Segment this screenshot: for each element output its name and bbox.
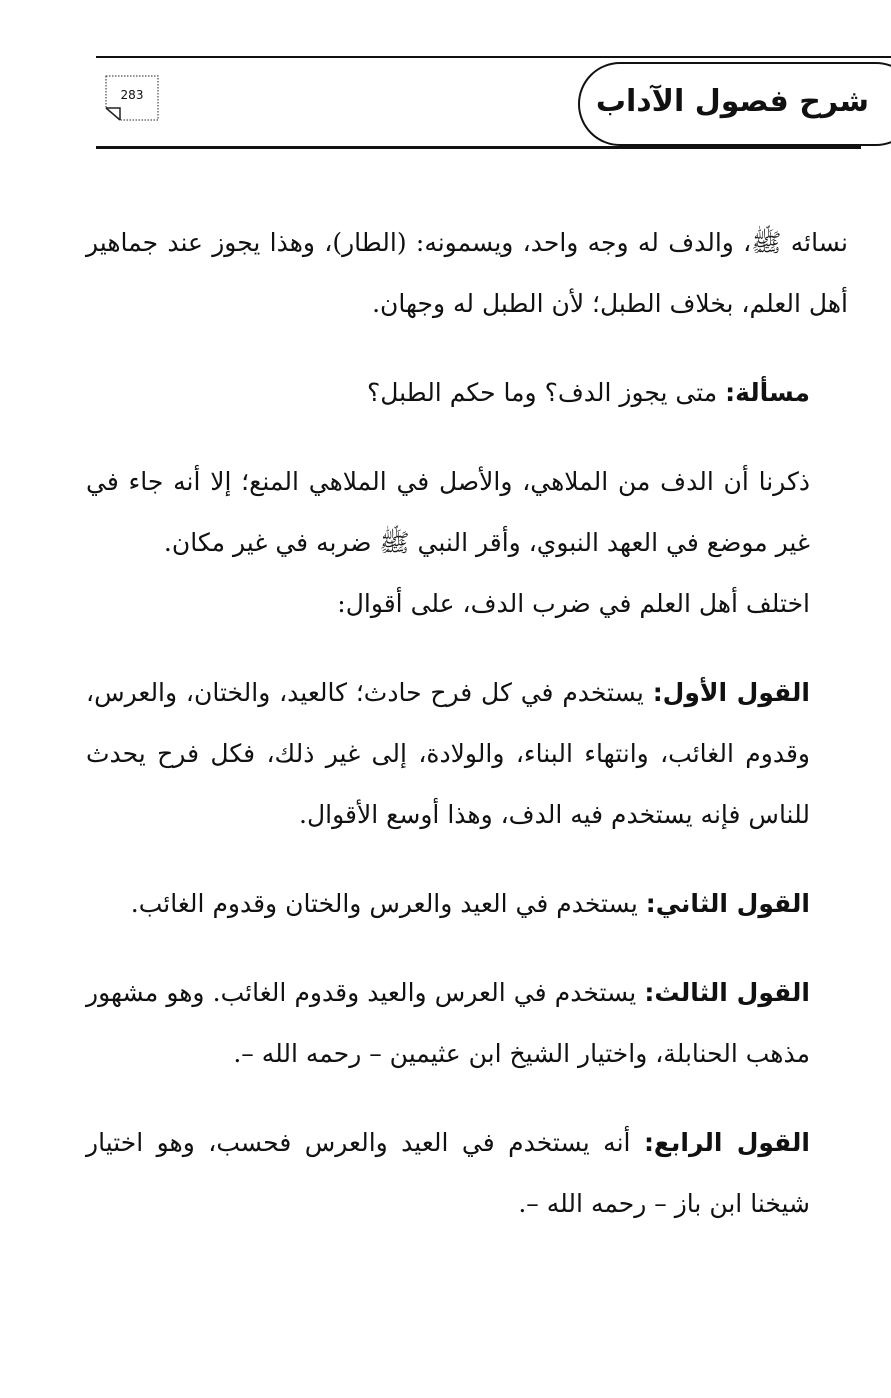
page-number-frame [104,74,160,122]
opinion-first-text: يستخدم في كل فرح حادث؛ كالعيد، والختان، والعرس، وقدوم الغائب، وانتهاء البناء، والولادة، إلى غير ذلك، فكل فرح يحدث للناس فإنه يستخدم فيه الدف، وهذا أوسع الأقوال. [86,678,810,829]
header-bottom-rule [96,146,861,149]
question-label: مسألة: [725,378,810,407]
book-title: شرح فصول الآداب [595,84,869,119]
paragraph-malahi: ذكرنا أن الدف من الملاهي، والأصل في الملاهي المنع؛ إلا أنه جاء في غير موضع في العهد النبوي، وأقر النبي ﷺ ضربه في غير مكان. [86,467,810,557]
opinion-second-text: يستخدم في العيد والعرس والختان وقدوم الغائب. [130,889,646,918]
opinion-fourth [86,1112,848,1234]
paragraph-intro: نسائه ﷺ، والدف له وجه واحد، ويسمونه: (الطار)، وهذا يجوز عند جماهير أهل العلم، بخلاف الطبل؛ لأن الطبل له وجهان. [86,228,848,318]
question-paragraph [86,362,848,423]
opinion-fourth-text: أنه يستخدم في العيد والعرس فحسب، وهو اختيار شيخنا ابن باز – رحمه الله –. [86,1128,810,1218]
header-top-rule [96,56,891,58]
opinion-second-label: القول الثاني: [645,889,810,918]
page-body [86,212,848,1234]
page-number: 283 [120,88,144,102]
opinion-first-label: القول الأول: [652,678,810,707]
paragraph-ikhtilaf: اختلف أهل العلم في ضرب الدف، على أقوال: [337,589,810,618]
opinion-third-text: يستخدم في العرس والعيد وقدوم الغائب. وهو مشهور مذهب الحنابلة، واختيار الشيخ ابن عثيمين – رحمه الله –. [86,978,810,1068]
opinion-second [86,873,848,934]
opinion-fourth-label: القول الرابع: [643,1128,811,1157]
opinion-first [86,662,848,845]
question-text: متى يجوز الدف؟ وما حكم الطبل؟ [366,378,726,407]
opinion-third-label: القول الثالث: [644,978,810,1007]
opinion-third [86,962,848,1084]
